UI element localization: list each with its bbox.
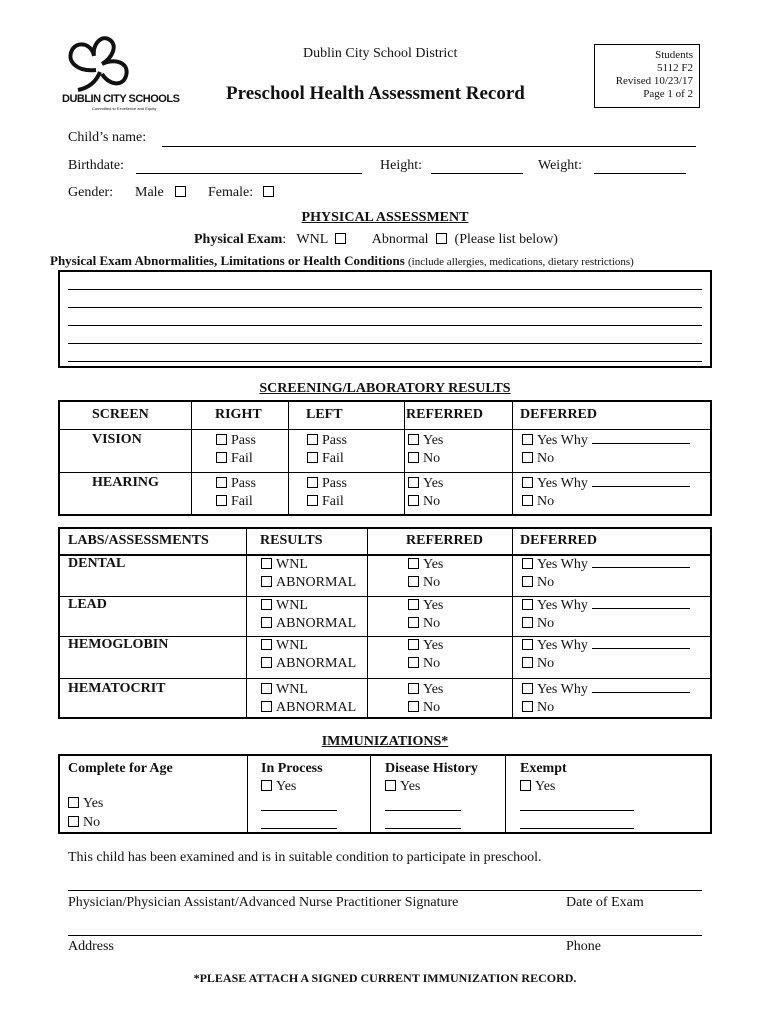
physical-exam-row: Physical Exam: WNL Abnormal (Please list below) [194, 232, 558, 247]
exempt-yes[interactable] [520, 779, 555, 795]
lead-abnormal[interactable] [261, 615, 356, 633]
weight-field[interactable] [594, 173, 686, 174]
checkbox[interactable] [522, 434, 533, 445]
left-header: LEFT [306, 407, 343, 422]
conditions-line[interactable] [68, 325, 702, 326]
yes-label: Yes [276, 779, 297, 794]
hearing-deferred [522, 475, 690, 511]
child-name-field[interactable] [162, 146, 696, 147]
yes-label: Yes [423, 598, 444, 613]
form-box-line: Revised 10/23/17 [615, 75, 693, 87]
lead-deferred [522, 597, 690, 633]
wnl-label: WNL [276, 682, 308, 697]
signature-label: Physician/Physician Assistant/Advanced Nurse Practitioner Signature [68, 895, 459, 910]
address-line[interactable] [68, 935, 702, 936]
checkbox[interactable] [68, 816, 79, 827]
exempt-field[interactable] [520, 810, 634, 811]
checkbox[interactable] [408, 558, 419, 569]
certification-statement: This child has been examined and is in suitable condition to participate in preschool. [68, 850, 542, 865]
checkbox[interactable] [216, 477, 227, 488]
vision-right-pass[interactable] [216, 432, 256, 450]
abnormal-label: ABNORMAL [276, 700, 357, 715]
dental-deferred-no[interactable] [522, 574, 690, 592]
hematocrit-referred [408, 681, 443, 717]
no-label: No [537, 700, 555, 715]
conditions-note: (include allergies, medications, dietary restrictions) [408, 256, 634, 268]
phone-label: Phone [566, 939, 601, 954]
checkbox[interactable] [408, 434, 419, 445]
in-process-yes[interactable] [261, 779, 296, 795]
checkbox[interactable] [261, 657, 272, 668]
no-label: No [537, 575, 555, 590]
vision-referred-yes[interactable] [408, 432, 443, 450]
checkbox[interactable] [261, 576, 272, 587]
why-field[interactable] [592, 567, 690, 568]
pass-label: Pass [231, 433, 256, 448]
col-divider [370, 756, 371, 832]
checkbox[interactable] [522, 683, 533, 694]
dental-referred-yes[interactable] [408, 556, 443, 574]
checkbox[interactable] [522, 701, 533, 712]
form-id-box [594, 44, 700, 108]
no-label: No [537, 494, 555, 509]
lead-referred-yes[interactable] [408, 597, 443, 615]
disease-history-field[interactable] [385, 810, 461, 811]
hearing-referred [408, 475, 443, 511]
physical-exam-label: Physical Exam [194, 232, 283, 247]
checkbox[interactable] [216, 434, 227, 445]
immunizations-heading: IMMUNIZATIONS* [321, 734, 449, 749]
vision-label: VISION [92, 432, 142, 447]
height-label: Height: [380, 158, 422, 173]
date-of-exam-label: Date of Exam [566, 895, 644, 910]
checkbox[interactable] [520, 780, 531, 791]
hemoglobin-deferred-yes[interactable] [522, 637, 690, 655]
disease-history-yes[interactable] [385, 779, 420, 795]
hemoglobin-referred-yes[interactable] [408, 637, 443, 655]
disease-history-field[interactable] [385, 828, 461, 829]
checkbox[interactable] [385, 780, 396, 791]
no-label: No [423, 451, 441, 466]
yes-why-label: Yes Why [537, 476, 588, 491]
no-label: No [537, 616, 555, 631]
col-divider [505, 756, 506, 832]
exempt-field[interactable] [520, 828, 634, 829]
fail-label: Fail [322, 494, 344, 509]
yes-label: Yes [423, 476, 444, 491]
logo-tagline: Committed to Excellence and Equity [92, 106, 157, 111]
female-checkbox[interactable] [263, 186, 274, 197]
conditions-row [50, 253, 634, 269]
row-divider [60, 472, 710, 473]
lab-row-label: LEAD [68, 597, 107, 612]
right-header: RIGHT [215, 407, 262, 422]
screening-heading: SCREENING/LABORATORY RESULTS [259, 381, 511, 396]
col-divider [512, 402, 513, 514]
hearing-right-pass[interactable] [216, 475, 256, 493]
checkbox[interactable] [408, 683, 419, 694]
wnl-label: WNL [276, 557, 308, 572]
complete-for-age-header: Complete for Age [68, 761, 173, 776]
dental-wnl[interactable] [261, 556, 356, 574]
hemoglobin-deferred-no[interactable] [522, 655, 690, 673]
form-box-line: Page 1 of 2 [643, 88, 693, 100]
vision-deferred [522, 432, 690, 468]
disease-history-header: Disease History [385, 761, 478, 776]
conditions-label: Physical Exam Abnormalities, Limitations or Health Conditions [50, 253, 405, 268]
checkbox[interactable] [408, 657, 419, 668]
col-divider [367, 529, 368, 717]
why-field[interactable] [592, 692, 690, 693]
checkbox[interactable] [307, 452, 318, 463]
no-label: No [537, 451, 555, 466]
checkbox[interactable] [408, 617, 419, 628]
why-field[interactable] [592, 648, 690, 649]
abnormal-checkbox[interactable] [436, 233, 447, 244]
conditions-box[interactable] [58, 270, 712, 368]
birthdate-label: Birthdate: [68, 158, 124, 173]
immunizations-table [58, 754, 712, 834]
lead-referred [408, 597, 443, 633]
hematocrit-results [261, 681, 356, 717]
lab-row-label: HEMOGLOBIN [68, 637, 169, 652]
vision-right [216, 432, 256, 468]
why-field[interactable] [592, 486, 690, 487]
checkbox[interactable] [408, 477, 419, 488]
lead-results [261, 597, 356, 633]
col-divider [288, 402, 289, 514]
male-option[interactable] [135, 185, 190, 201]
checkbox[interactable] [68, 797, 79, 808]
pass-label: Pass [322, 433, 347, 448]
hearing-right-fail[interactable] [216, 493, 256, 511]
signature-line[interactable] [68, 890, 702, 891]
yes-label: Yes [423, 557, 444, 572]
hearing-left-pass[interactable] [307, 475, 347, 493]
male-checkbox[interactable] [175, 186, 186, 197]
col-divider [512, 529, 513, 717]
hemoglobin-referred-no[interactable] [408, 655, 443, 673]
vision-referred [408, 432, 443, 468]
checkbox[interactable] [307, 495, 318, 506]
col-divider [404, 402, 405, 514]
form-box-line: Students [655, 49, 693, 61]
checkbox[interactable] [261, 639, 272, 650]
attach-immunization-note: *PLEASE ATTACH A SIGNED CURRENT IMMUNIZATION RECORD. [193, 971, 577, 985]
no-label: No [83, 815, 101, 830]
logo-text: DUBLIN CITY SCHOOLS [62, 93, 180, 105]
checkbox[interactable] [408, 495, 419, 506]
weight-label: Weight: [538, 158, 582, 173]
abnormal-label: ABNORMAL [276, 656, 357, 671]
hemoglobin-deferred [522, 637, 690, 673]
female-label: Female: [208, 185, 254, 200]
abnormal-label: Abnormal [371, 232, 429, 247]
address-label: Address [68, 939, 114, 954]
checkbox[interactable] [261, 599, 272, 610]
hematocrit-referred-yes[interactable] [408, 681, 443, 699]
in-process-field[interactable] [261, 810, 337, 811]
dental-deferred-yes[interactable] [522, 556, 690, 574]
fail-label: Fail [322, 451, 344, 466]
conditions-line[interactable] [68, 361, 702, 362]
yes-label: Yes [423, 638, 444, 653]
checkbox[interactable] [408, 576, 419, 587]
checkbox[interactable] [522, 599, 533, 610]
hemoglobin-results [261, 637, 356, 673]
checkbox[interactable] [307, 434, 318, 445]
yes-label: Yes [535, 779, 556, 794]
hemoglobin-referred [408, 637, 443, 673]
hearing-referred-yes[interactable] [408, 475, 443, 493]
why-field[interactable] [592, 443, 690, 444]
form-box-line: 5112 F2 [657, 62, 693, 74]
no-label: No [423, 494, 441, 509]
hearing-referred-no[interactable] [408, 493, 443, 511]
results-header: RESULTS [260, 533, 323, 548]
hearing-deferred-no[interactable] [522, 493, 690, 511]
in-process-field[interactable] [261, 828, 337, 829]
female-option[interactable] [208, 185, 278, 201]
deferred-header: DEFERRED [520, 407, 598, 422]
yes-label: Yes [423, 682, 444, 697]
wnl-label: WNL [276, 598, 308, 613]
checkbox[interactable] [408, 639, 419, 650]
col-divider [247, 756, 248, 832]
abnormal-label: ABNORMAL [276, 575, 357, 590]
lab-row-label: HEMATOCRIT [68, 681, 166, 696]
checkbox[interactable] [261, 780, 272, 791]
checkbox[interactable] [408, 452, 419, 463]
checkbox[interactable] [408, 701, 419, 712]
col-divider [246, 529, 247, 717]
hearing-left [307, 475, 347, 511]
physical-assessment-heading: PHYSICAL ASSESSMENT [301, 210, 469, 225]
hearing-left-fail[interactable] [307, 493, 347, 511]
checkbox[interactable] [522, 495, 533, 506]
vision-deferred-no[interactable] [522, 450, 690, 468]
hemoglobin-abnormal[interactable] [261, 655, 356, 673]
referred-header: REFERRED [406, 407, 484, 422]
pass-label: Pass [322, 476, 347, 491]
vision-right-fail[interactable] [216, 450, 256, 468]
dental-results [261, 556, 356, 592]
lab-row-label: DENTAL [68, 556, 126, 571]
no-label: No [423, 575, 441, 590]
checkbox[interactable] [261, 701, 272, 712]
checkbox[interactable] [261, 683, 272, 694]
fail-label: Fail [231, 451, 253, 466]
vision-deferred-yes[interactable] [522, 432, 690, 450]
dental-referred-no[interactable] [408, 574, 443, 592]
no-label: No [423, 616, 441, 631]
yes-why-label: Yes Why [537, 557, 588, 572]
labs-deferred-header: DEFERRED [520, 533, 598, 548]
lead-deferred-no[interactable] [522, 615, 690, 633]
height-field[interactable] [431, 173, 523, 174]
checkbox[interactable] [522, 558, 533, 569]
pass-label: Pass [231, 476, 256, 491]
checkbox[interactable] [408, 599, 419, 610]
yes-why-label: Yes Why [537, 682, 588, 697]
fail-label: Fail [231, 494, 253, 509]
labs-header: LABS/ASSESSMENTS [68, 533, 209, 548]
gender-label: Gender: [68, 185, 114, 200]
vision-left [307, 432, 347, 468]
checkbox[interactable] [216, 495, 227, 506]
no-label: No [423, 700, 441, 715]
yes-label: Yes [400, 779, 421, 794]
child-name-label: Child’s name: [68, 130, 147, 145]
why-field[interactable] [592, 608, 690, 609]
checkbox[interactable] [307, 477, 318, 488]
abnormal-note: (Please list below) [454, 232, 558, 247]
checkbox[interactable] [261, 617, 272, 628]
hematocrit-deferred [522, 681, 690, 717]
wnl-checkbox[interactable] [335, 233, 346, 244]
hearing-label: HEARING [92, 475, 159, 490]
dental-abnormal[interactable] [261, 574, 356, 592]
dental-referred [408, 556, 443, 592]
yes-why-label: Yes Why [537, 598, 588, 613]
conditions-line[interactable] [68, 343, 702, 344]
screening-table [58, 400, 712, 516]
yes-why-label: Yes Why [537, 638, 588, 653]
male-label: Male [135, 185, 164, 200]
yes-label: Yes [83, 796, 104, 811]
exempt-header: Exempt [520, 761, 567, 776]
conditions-line[interactable] [68, 307, 702, 308]
hematocrit-wnl[interactable] [261, 681, 356, 699]
col-divider [191, 402, 192, 514]
checkbox[interactable] [522, 576, 533, 587]
district-name: Dublin City School District [303, 46, 458, 61]
in-process-header: In Process [261, 761, 323, 776]
hearing-right [216, 475, 256, 511]
dental-deferred [522, 556, 690, 592]
row-divider [60, 678, 710, 679]
checkbox[interactable] [522, 639, 533, 650]
hemoglobin-wnl[interactable] [261, 637, 356, 655]
checkbox[interactable] [522, 657, 533, 668]
birthdate-field[interactable] [136, 173, 362, 174]
hematocrit-abnormal[interactable] [261, 699, 356, 717]
wnl-label: WNL [276, 638, 308, 653]
lead-deferred-yes[interactable] [522, 597, 690, 615]
abnormal-label: ABNORMAL [276, 616, 357, 631]
checkbox[interactable] [216, 452, 227, 463]
vision-referred-no[interactable] [408, 450, 443, 468]
wnl-label: WNL [296, 232, 328, 247]
screen-header: SCREEN [92, 407, 149, 422]
lead-wnl[interactable] [261, 597, 356, 615]
hematocrit-referred-no[interactable] [408, 699, 443, 717]
vision-left-fail[interactable] [307, 450, 347, 468]
conditions-line[interactable] [68, 289, 702, 290]
complete-no[interactable] [68, 815, 100, 831]
checkbox[interactable] [261, 558, 272, 569]
checkbox[interactable] [522, 452, 533, 463]
yes-why-label: Yes Why [537, 433, 588, 448]
labs-referred-header: REFERRED [406, 533, 484, 548]
no-label: No [537, 656, 555, 671]
checkbox[interactable] [522, 617, 533, 628]
lead-referred-no[interactable] [408, 615, 443, 633]
complete-yes[interactable] [68, 796, 103, 812]
hearing-deferred-yes[interactable] [522, 475, 690, 493]
checkbox[interactable] [522, 477, 533, 488]
row-divider [60, 429, 710, 430]
vision-left-pass[interactable] [307, 432, 347, 450]
no-label: No [423, 656, 441, 671]
hematocrit-deferred-yes[interactable] [522, 681, 690, 699]
hematocrit-deferred-no[interactable] [522, 699, 690, 717]
yes-label: Yes [423, 433, 444, 448]
page-title: Preschool Health Assessment Record [226, 83, 525, 104]
